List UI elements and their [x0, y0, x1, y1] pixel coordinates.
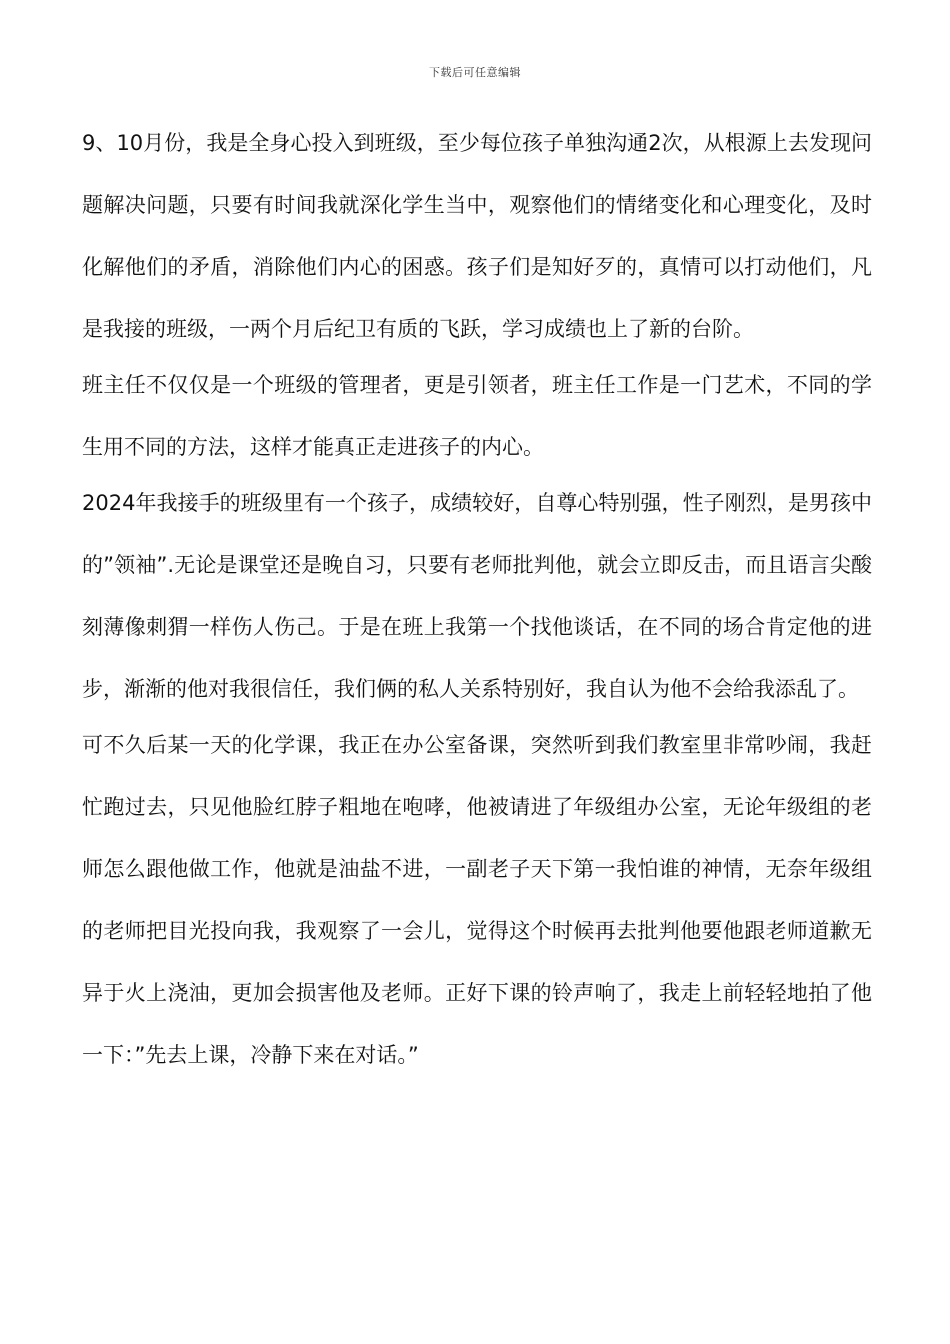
paragraph-4: 可不久后某一天的化学课，我正在办公室备课，突然听到我们教室里非常吵闹，我赶忙跑过去，只见他脸红脖子粗地在咆哮，他被请进了年级组办公室，无论年级组的老师怎么跟他做工作，他就是油盐不进，一副老子天下第一我怕谁的神情，无奈年级组的老师把目光投向我，我观察了一会儿，觉得这个时候再去批判他要他跟老师道歉无异于火上浇油，更加会损害他及老师。正好下课的铃声响了，我走上前轻轻地拍了他一下：”先去上课，冷静下来在对话。” — [82, 733, 872, 1067]
document-body — [82, 112, 872, 1086]
page-header: 下载后可任意编辑 — [429, 66, 521, 79]
paragraph-2: 班主任不仅仅是一个班级的管理者，更是引领者，班主任工作是一门艺术，不同的学生用不同的方法，这样才能真正走进孩子的内心。 — [82, 373, 872, 459]
paragraph-1: 9、10月份，我是全身心投入到班级，至少每位孩子单独沟通2次，从根源上去发现问题解决问题，只要有时间我就深化学生当中，观察他们的情绪变化和心理变化，及时化解他们的矛盾，消除他们内心的困惑。孩子们是知好歹的，真情可以打动他们，凡是我接的班级，一两个月后纪卫有质的飞跃，学习成绩也上了新的台阶。 — [82, 131, 872, 341]
paragraph-3: 2024年我接手的班级里有一个孩子，成绩较好，自尊心特别强，性子刚烈，是男孩中的”领袖”.无论是课堂还是晚自习，只要有老师批判他，就会立即反击，而且语言尖酸刻薄像刺猬一样伤人伤己。于是在班上我第一个找他谈话，在不同的场合肯定他的进步，渐渐的他对我很信任，我们俩的私人关系特别好，我自认为他不会给我添乱了。 — [82, 491, 872, 701]
